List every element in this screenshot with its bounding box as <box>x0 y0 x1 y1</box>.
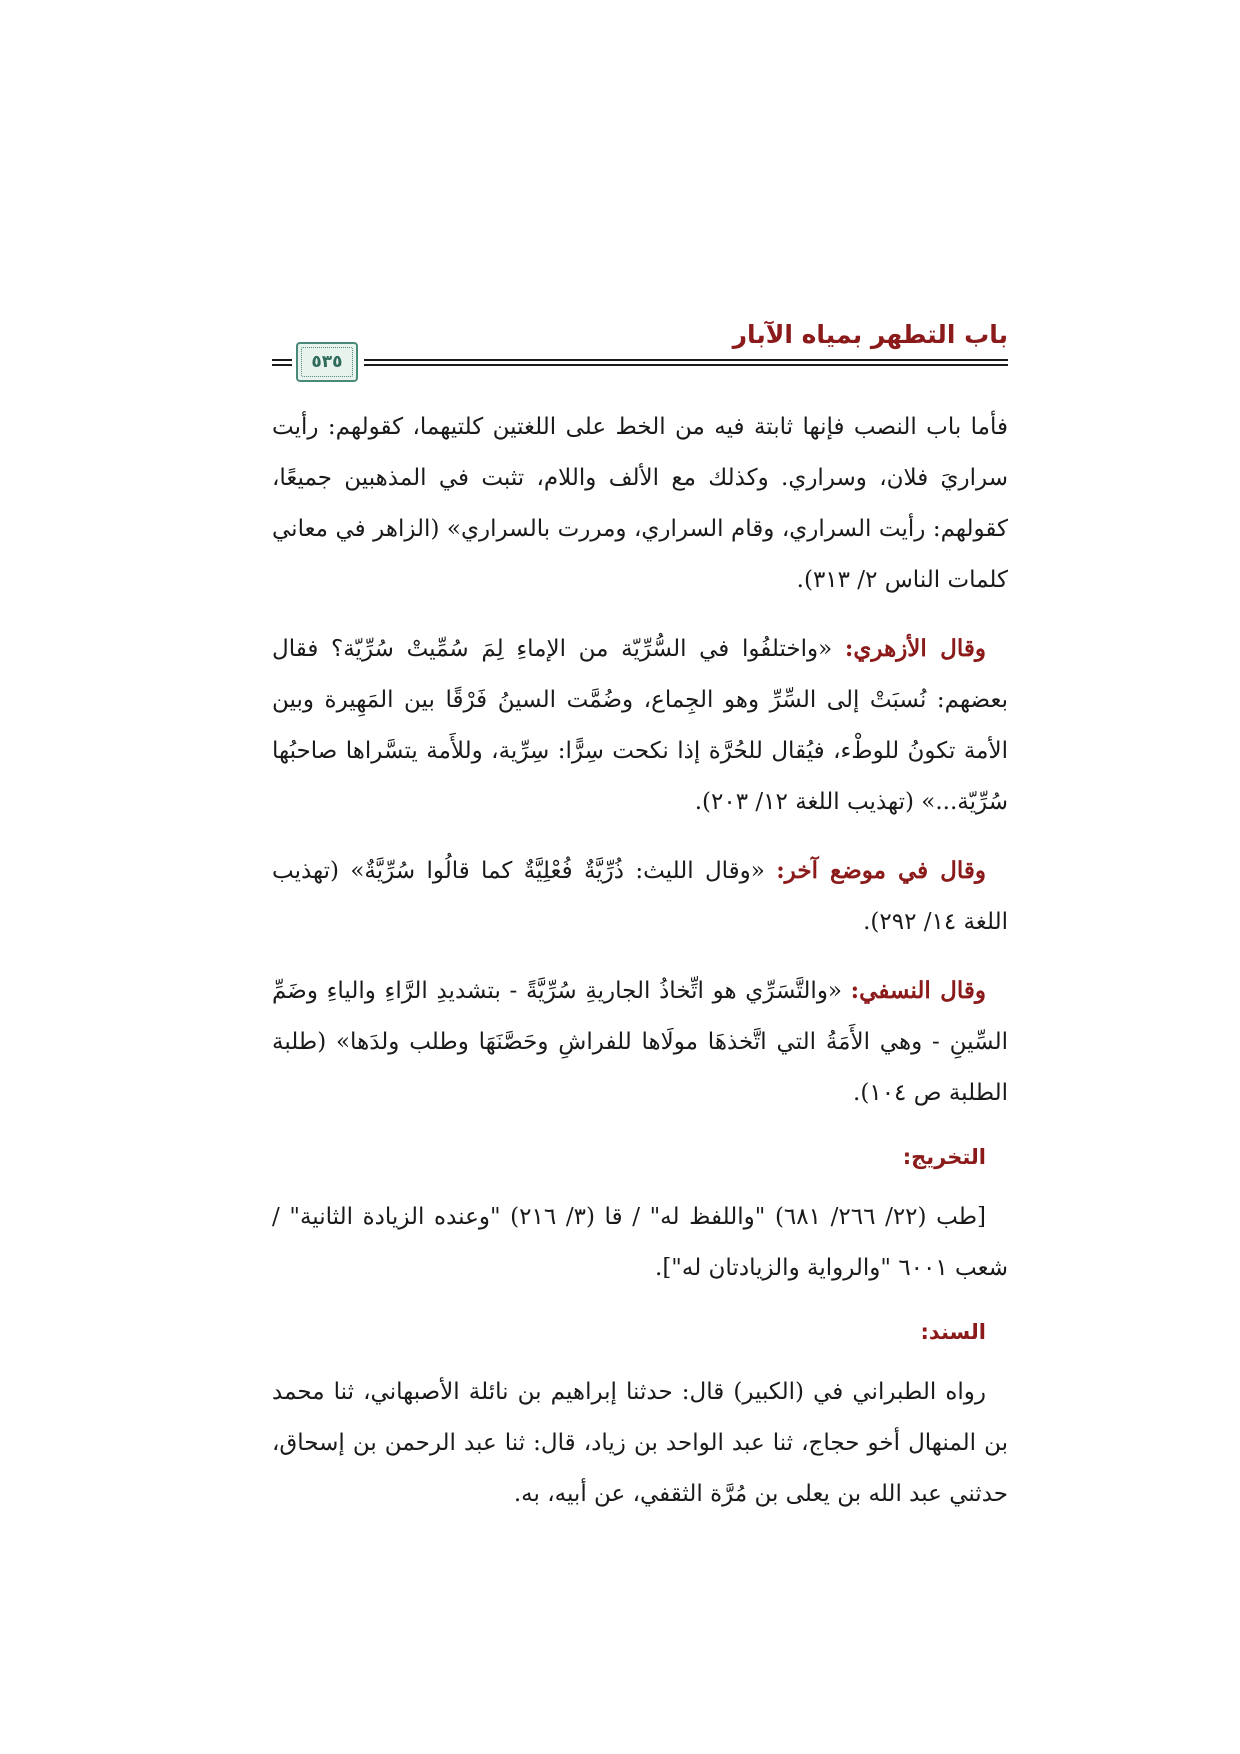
paragraph-azhari <box>272 623 1008 828</box>
paragraph-text: «وقال الليث: ذُرِّيَّةٌ فُعْلِيَّةٌ كما قالُوا سُرِّيَّةٌ» (تهذيب اللغة ١٤/ ٢٩٢). <box>272 858 1008 935</box>
section-heading-takhrij: التخريج: <box>902 1145 986 1169</box>
header-rule <box>272 359 292 361</box>
paragraph-nasafi <box>272 965 1008 1119</box>
page-number: ٥٣٥ <box>311 352 343 372</box>
paragraph-lead: وقال في موضع آخر: <box>776 857 986 884</box>
page-header <box>272 318 1008 388</box>
section-heading-sanad: السند: <box>920 1320 986 1344</box>
paragraph-sanad: رواه الطبراني في (الكبير) قال: حدثنا إبراهيم بن نائلة الأصبهاني، ثنا محمد بن المنهال أخو حجاج، ثنا عبد الواحد بن زياد، قال: ثنا عبد الرحمن بن إسحاق، حدثني عبد الله بن يعلى بن مُرَّة الثقفي، عن أبيه، به. <box>272 1379 1008 1507</box>
paragraph-another-place <box>272 845 1008 948</box>
header-rule <box>364 359 1008 361</box>
page-body <box>272 402 1008 1537</box>
paragraph-1: فأما باب النصب فإنها ثابتة فيه من الخط على اللغتين كلتيهما، كقولهم: رأيت سراريَ فلان، وسراري. وكذلك مع الألف واللام، تثبت في المذهبين جميعًا، كقولهم: رأيت السراري، وقام السراري، ومررت بالسراري» (الزاهر في معاني كلمات الناس ٢/ ٣١٣). <box>272 414 1008 593</box>
paragraph-text: «والتَّسَرِّي هو اتِّخاذُ الجاريةِ سُرِّيَّةً - بتشديدِ الرَّاءِ والياءِ وضَمِّ السِّينِ - وهي الأَمَةُ التي اتَّخذهَا مولَاها للفراشِ وحَصَّنَهَا وطلب ولدَها» (طلبة الطلبة ص ١٠٤). <box>272 978 1008 1106</box>
header-rule <box>364 364 1008 366</box>
paragraph-lead: وقال النسفي: <box>850 977 986 1004</box>
chapter-title: باب التطهر بمياه الآبار <box>732 320 1008 349</box>
page-number-badge <box>296 342 358 382</box>
paragraph-lead: وقال الأزهري: <box>844 635 986 662</box>
paragraph-text: «واختلفُوا في السُّرِّيّة من الإماءِ لِمَ سُمِّيتْ سُرِّيّة؟ فقال بعضهم: نُسبَتْ إلى السِّرِّ وهو الجِماع، وضُمَّت السينُ فَرْقًا بين المَهِيرة وبين الأمة تكونُ للوطْء، فيُقال للحُرَّة إذا نكحت سِرًّا: سِرِّية، وللأَمة يتسَّراها صاحبُها سُرِّيّة...» (تهذيب اللغة ١٢/ ٢٠٣). <box>272 636 1008 815</box>
header-rule <box>272 364 292 366</box>
paragraph-takhrij: [طب (٢٢/ ٢٦٦/ ٦٨١) "واللفظ له" / قا (٣/ ٢١٦) "وعنده الزيادة الثانية" / شعب ٦٠٠١ "والرواية والزيادتان له"]. <box>272 1204 1008 1281</box>
